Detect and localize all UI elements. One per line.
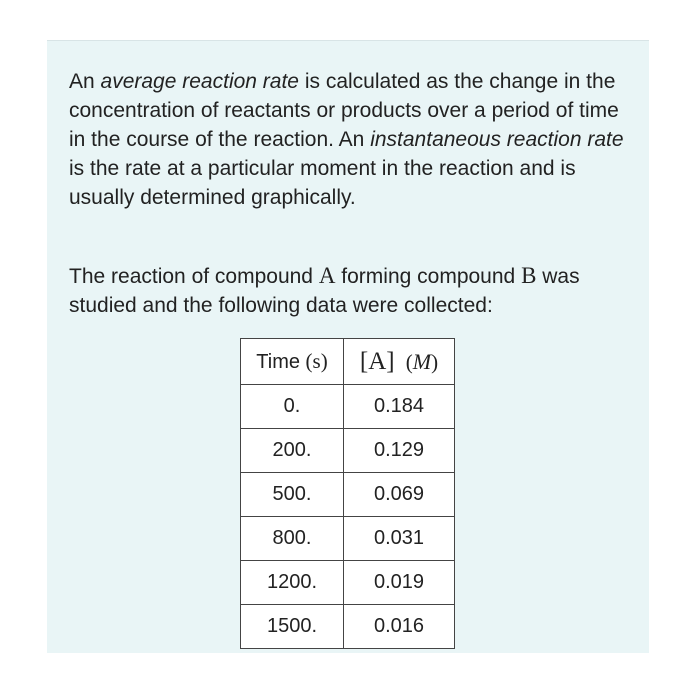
reaction-paragraph (69, 261, 629, 320)
concentration-cell: 0.184 (344, 385, 455, 429)
table-row (241, 561, 455, 605)
time-cell: 200. (241, 429, 344, 473)
time-cell: 800. (241, 517, 344, 561)
reaction-text-2: forming compound (335, 265, 522, 288)
concentration-cell: 0.031 (344, 517, 455, 561)
table-header-row (241, 339, 455, 385)
header-time: Time (s) (241, 339, 344, 385)
time-cell: 1200. (241, 561, 344, 605)
intro-paragraph (69, 67, 629, 212)
compound-b-symbol: B (521, 263, 537, 288)
table-row (241, 605, 455, 649)
table-row (241, 385, 455, 429)
concentration-cell: 0.016 (344, 605, 455, 649)
concentration-cell: 0.069 (344, 473, 455, 517)
time-cell: 0. (241, 385, 344, 429)
header-concentration: [A] (M) (344, 339, 455, 385)
table-row (241, 429, 455, 473)
question-card (47, 40, 649, 653)
intro-text-1: An (69, 70, 101, 93)
concentration-cell: 0.129 (344, 429, 455, 473)
table-row (241, 473, 455, 517)
data-table (240, 338, 455, 649)
time-cell: 1500. (241, 605, 344, 649)
concentration-cell: 0.019 (344, 561, 455, 605)
term-average-reaction-rate: average reaction rate (100, 70, 299, 93)
table-row (241, 517, 455, 561)
intro-text-2: is calculated as the change in the concentration of reactants or products over a period of time in the course of the reaction. An (69, 70, 619, 151)
intro-text-3: is the rate at a particular moment in the reaction and is usually determined graphically. (69, 157, 576, 209)
term-instantaneous-reaction-rate: instantaneous reaction rate (370, 128, 624, 151)
time-cell: 500. (241, 473, 344, 517)
compound-a-symbol: A (318, 263, 336, 288)
reaction-text-3: was studied and the following data were collected: (69, 265, 580, 317)
reaction-text-1: The reaction of compound (69, 265, 319, 288)
